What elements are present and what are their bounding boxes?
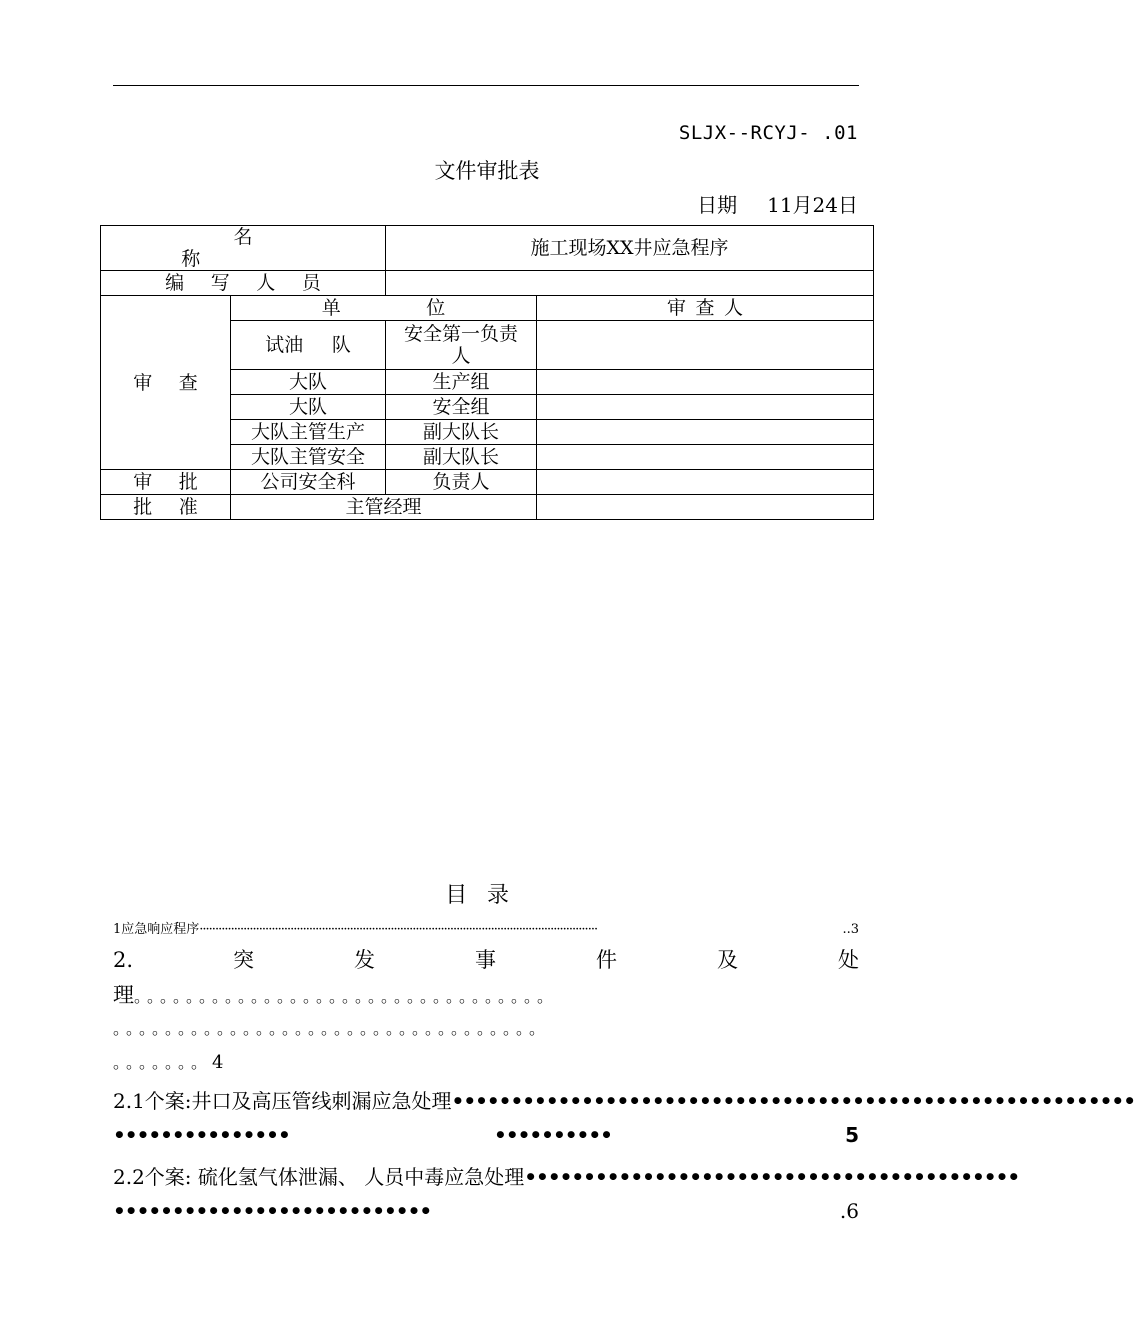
toc-item[interactable] <box>113 942 859 1080</box>
toc-item-label-part: 处 <box>837 948 859 972</box>
review-role: 安全第一负责人 <box>386 321 537 370</box>
review-role: 副大队长 <box>386 445 537 470</box>
review-reviewer <box>537 370 874 395</box>
review-reviewer <box>537 321 874 370</box>
review-unit-text: 试油 队 <box>265 334 351 356</box>
toc-line <box>113 1160 1020 1194</box>
toc-item-label: 2.1个案:井口及高压管线刺漏应急处理 <box>113 1089 452 1113</box>
table-row-check <box>101 470 874 495</box>
document-number: SLJX--RCYJ- .01 <box>678 122 858 144</box>
header-rule <box>113 85 859 86</box>
toc-leader: 。。。。。。。4 <box>113 1052 224 1073</box>
toc-item-page: 4 <box>212 1052 224 1073</box>
toc-item-label-part: 突 <box>233 948 255 972</box>
review-unit: 大队 <box>231 395 386 420</box>
approval-table <box>100 225 874 520</box>
toc-line <box>113 1194 859 1228</box>
review-reviewer <box>537 445 874 470</box>
reviewer-label <box>537 296 874 321</box>
review-role: 副大队长 <box>386 420 537 445</box>
check-label <box>101 470 231 495</box>
author-label <box>101 271 386 296</box>
unit-label <box>231 296 537 321</box>
review-unit <box>231 321 386 370</box>
check-value <box>537 470 874 495</box>
toc-item-label: 2.2个案: 硫化氢气体泄漏、 人员中毒应急处理 <box>113 1165 525 1189</box>
author-label-text: 编写人员 <box>165 272 348 294</box>
name-label <box>101 226 386 271</box>
toc-leader: 理。。。。。。。。。。。。。。。。。。。。。。。。。。。。。。。。 <box>113 983 559 1007</box>
toc-leader: •••••••••••••••••••••••••••••••••••••••••••••••••••••••••• <box>451 1089 1135 1113</box>
table-row-subheader <box>101 296 874 321</box>
toc-item-label-end: 理 <box>113 983 134 1007</box>
review-unit: 大队 <box>231 370 386 395</box>
review-reviewer <box>537 420 874 445</box>
name-label-text: 名称 <box>181 226 358 270</box>
approve-value <box>537 495 874 520</box>
table-row-approve <box>101 495 874 520</box>
toc-leader: ······························································································································· <box>199 922 598 937</box>
toc-item[interactable] <box>113 1160 1020 1228</box>
approve-role: 主管经理 <box>231 495 537 520</box>
date-line <box>697 189 858 218</box>
approve-label-text: 批准 <box>133 496 225 518</box>
toc-leader: 。。。。。。。。。。。。。。。。。。。。。。。。。。。。。。。。。 <box>113 1019 551 1038</box>
toc-title: 目录 <box>445 883 529 908</box>
toc-item-label-spread <box>113 942 859 978</box>
toc-item-page: ..3 <box>842 922 859 937</box>
toc-leader: ••••••••••••••• <box>113 1123 290 1147</box>
date-label: 日期 <box>697 193 738 217</box>
author-value <box>386 271 874 296</box>
table-row-name <box>101 226 874 271</box>
check-unit: 公司安全科 <box>231 470 386 495</box>
toc-item-label-part: 件 <box>595 948 617 972</box>
toc-item-label-part: 2. <box>113 948 134 972</box>
review-label-text: 审查 <box>133 371 225 394</box>
unit-label-text: 单位 <box>321 297 531 319</box>
check-label-text: 审批 <box>133 471 225 493</box>
review-role: 生产组 <box>386 370 537 395</box>
date-value: 11月24日 <box>767 193 858 217</box>
toc-item-page: 5 <box>845 1123 860 1147</box>
review-unit: 大队主管安全 <box>231 445 386 470</box>
approve-label <box>101 495 231 520</box>
toc-item[interactable] <box>113 918 859 937</box>
review-reviewer <box>537 395 874 420</box>
toc-item-label: 1应急响应程序 <box>113 922 200 937</box>
reviewer-label-text: 审查人 <box>667 297 753 319</box>
page-title: 文件审批表 <box>434 159 540 183</box>
toc-leader: •••••••••••••••••••••••••••••••••••••••••• <box>524 1165 1020 1189</box>
check-role: 负责人 <box>386 470 537 495</box>
toc-leader: ••••••••••••••••••••••••••• <box>113 1199 432 1223</box>
toc-leader: •••••••••• <box>494 1123 612 1147</box>
toc-item-page: .6 <box>839 1199 859 1223</box>
review-unit: 大队主管生产 <box>231 420 386 445</box>
name-value: 施工现场XX井应急程序 <box>386 226 874 271</box>
toc-item-label-part: 发 <box>354 948 376 972</box>
toc-line <box>113 1118 859 1152</box>
toc-item-label-part: 及 <box>716 948 738 972</box>
review-label <box>101 296 231 470</box>
toc-line <box>113 1084 1135 1118</box>
toc-item[interactable] <box>113 1084 1135 1152</box>
review-role: 安全组 <box>386 395 537 420</box>
toc-item-label-part: 事 <box>475 948 496 972</box>
table-row-author <box>101 271 874 296</box>
